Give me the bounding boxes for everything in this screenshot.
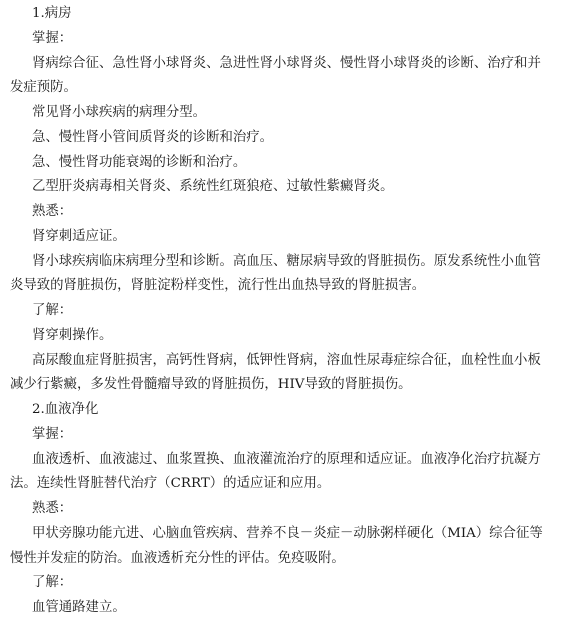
paragraph-line: 高尿酸血症肾脏损害，高钙性肾病，低钾性肾病，溶血性尿毒症综合征，血栓性血小板 (32, 352, 541, 368)
paragraph-line: 急、慢性肾功能衰竭的诊断和治疗。 (32, 154, 247, 170)
paragraph-line: 法。连续性肾脏替代治疗（CRRT）的适应证和应用。 (10, 476, 331, 492)
level-label-mastery: 掌握： (32, 30, 73, 46)
level-label-understand: 了解： (32, 303, 73, 318)
paragraph-line: 肾穿刺适应证。 (32, 228, 126, 244)
level-label-familiar: 熟悉： (32, 204, 73, 219)
paragraph-line: 甲状旁腺功能亢进、心脑血管疾病、营养不良－炎症－动脉粥样硬化（MIA）综合征等 (32, 525, 543, 541)
paragraph-line: 常见肾小球疾病的病理分型。 (32, 105, 207, 120)
section-heading: 2.血液净化 (32, 402, 99, 417)
paragraph-line: 血液透析、血液滤过、血浆置换、血液灌流治疗的原理和适应证。血液净化治疗抗凝方 (32, 451, 541, 467)
paragraph-line: 肾穿刺操作。 (32, 327, 113, 343)
paragraph-line: 炎导致的肾脏损伤，肾脏淀粉样变性，流行性出血热导致的肾脏损害。 (10, 278, 426, 294)
level-label-familiar: 熟悉： (32, 501, 73, 516)
section-heading: 1.病房 (32, 6, 72, 21)
paragraph-line: 发症预防。 (10, 80, 77, 96)
paragraph-line: 减少行紫癜，多发性骨髓瘤导致的肾脏损伤，HIV导致的肾脏损伤。 (10, 377, 412, 393)
level-label-mastery: 掌握： (32, 426, 73, 442)
paragraph-line: 乙型肝炎病毒相关肾炎、系统性红斑狼疮、过敏性紫癜肾炎。 (32, 179, 394, 195)
paragraph-line: 肾病综合征、急性肾小球肾炎、急进性肾小球肾炎、慢性肾小球肾炎的诊断、治疗和并 (32, 55, 541, 71)
level-label-understand: 了解： (32, 575, 73, 591)
paragraph-line: 肾小球疾病临床病理分型和诊断。高血压、糖尿病导致的肾脏损伤。原发系统性小血管 (32, 253, 541, 269)
paragraph-line: 慢性并发症的防治。血液透析充分性的评估。免疫吸附。 (10, 550, 345, 566)
paragraph-line: 急、慢性肾小管间质肾炎的诊断和治疗。 (32, 129, 274, 145)
paragraph-line: 血管通路建立。 (32, 600, 126, 615)
